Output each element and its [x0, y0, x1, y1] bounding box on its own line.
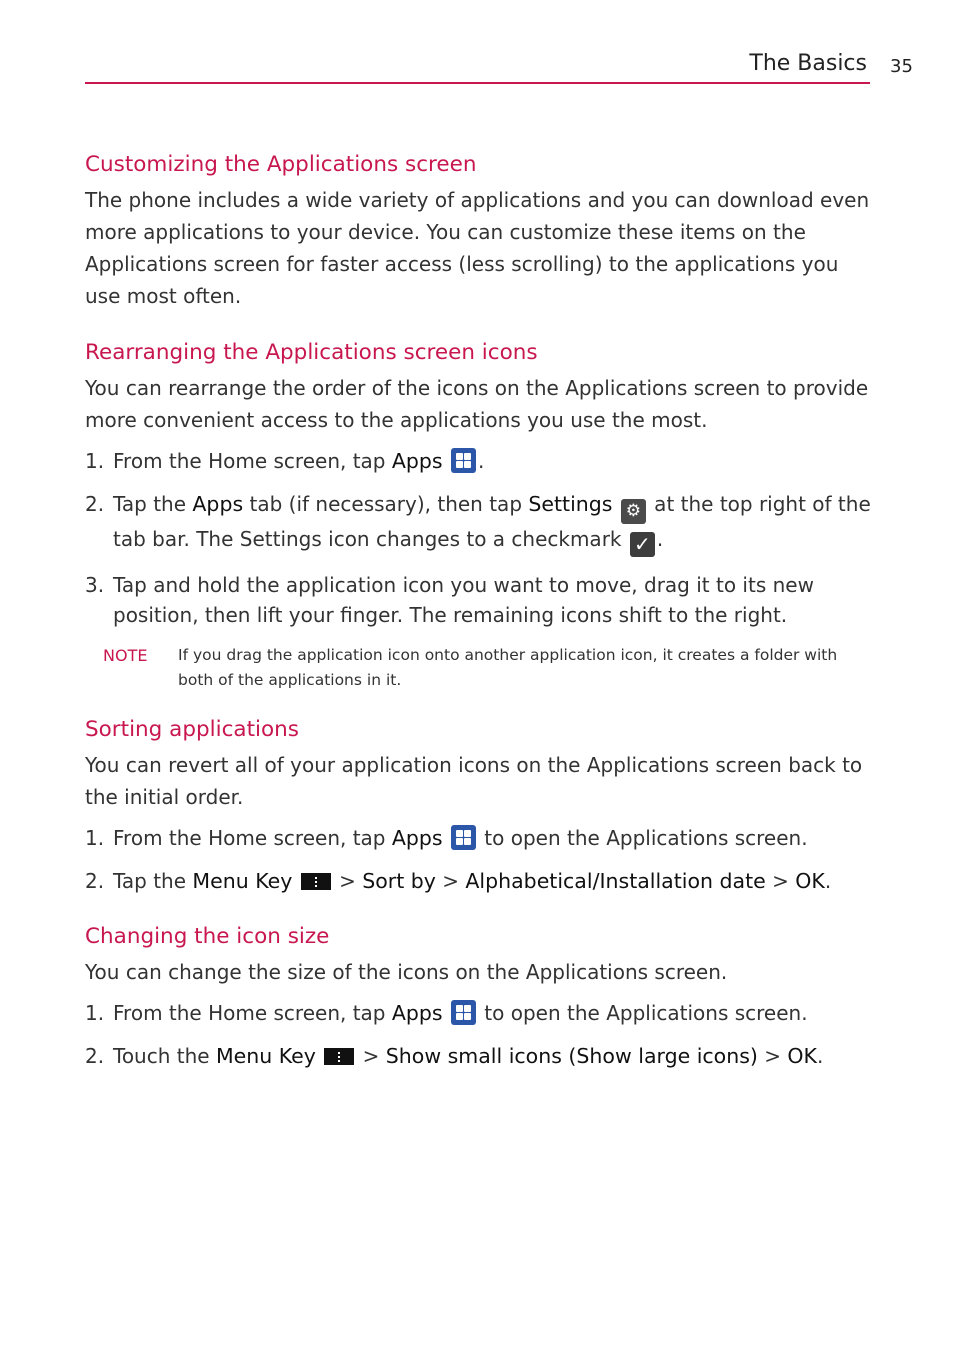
checkmark-icon: ✓ [630, 532, 655, 557]
section-title-customizing: Customizing the Applications screen [85, 152, 477, 177]
settings-label: Settings [528, 492, 613, 516]
apps-icon [451, 1000, 476, 1025]
section-body-customizing: The phone includes a wide variety of applications and you can download even more applications to your device. You can customize these items on the Applications screen for faster access (less scrolling) to the applications you use most often. [85, 188, 870, 308]
apps-label: Apps [192, 492, 244, 516]
list-item: 2. Tap the Menu Key > Sort by > Alphabetical/Installation date > OK. [85, 869, 832, 893]
note [85, 643, 875, 693]
apps-icon [451, 448, 476, 473]
menu-key-icon [301, 873, 331, 890]
page-number: 35 [890, 56, 913, 77]
note-text: If you drag the application icon onto another application icon, it creates a folder with both of the applications in it. [178, 646, 838, 689]
apps-label: Apps [391, 449, 443, 473]
menu-key-label: Menu Key [215, 1044, 316, 1068]
section-body-sorting: You can revert all of your application icons on the Applications screen back to the initial order. [85, 753, 863, 809]
list-item: 1. From the Home screen, tap Apps to open the Applications screen. [85, 826, 808, 850]
ok-label: OK [787, 1044, 817, 1068]
page-content [85, 150, 875, 1084]
steps-rearranging [85, 446, 875, 630]
list-item: 2. Touch the Menu Key > Show small icons (Show large icons) > OK. [85, 1044, 824, 1068]
settings-icon: ⚙ [621, 499, 646, 524]
section-title-rearranging: Rearranging the Applications screen icons [85, 340, 538, 365]
steps-icon-size [85, 998, 875, 1071]
sort-by-label: Sort by [362, 869, 436, 893]
apps-label: Apps [391, 1001, 443, 1025]
list-item: 2. Tap the Apps tab (if necessary), then tap Settings ⚙ at the top right of the tab bar. The Settings icon changes to a checkmark ✓ . [85, 492, 871, 556]
sort-option-label: Alphabetical/Installation date [465, 869, 766, 893]
section-body-icon-size: You can change the size of the icons on the Applications screen. [85, 960, 728, 984]
list-item: 1. From the Home screen, tap Apps to open the Applications screen. [85, 1001, 808, 1025]
header-title: The Basics [749, 51, 867, 76]
icon-size-option-label: Show small icons (Show large icons) [385, 1044, 758, 1068]
page-header [85, 48, 870, 84]
section-body-rearranging: You can rearrange the order of the icons on the Applications screen to provide more convenient access to the applications you use the most. [85, 376, 869, 432]
apps-icon [451, 825, 476, 850]
list-item: 1. From the Home screen, tap Apps . [85, 449, 485, 473]
note-label: NOTE [103, 646, 148, 665]
ok-label: OK [795, 869, 825, 893]
list-item: 3. Tap and hold the application icon you want to move, drag it to its new position, then lift your finger. The remaining icons shift to the right. [85, 573, 814, 627]
menu-key-label: Menu Key [192, 869, 293, 893]
section-title-icon-size: Changing the icon size [85, 924, 330, 949]
section-title-sorting: Sorting applications [85, 717, 299, 742]
steps-sorting [85, 823, 875, 896]
apps-label: Apps [391, 826, 443, 850]
menu-key-icon [324, 1048, 354, 1065]
